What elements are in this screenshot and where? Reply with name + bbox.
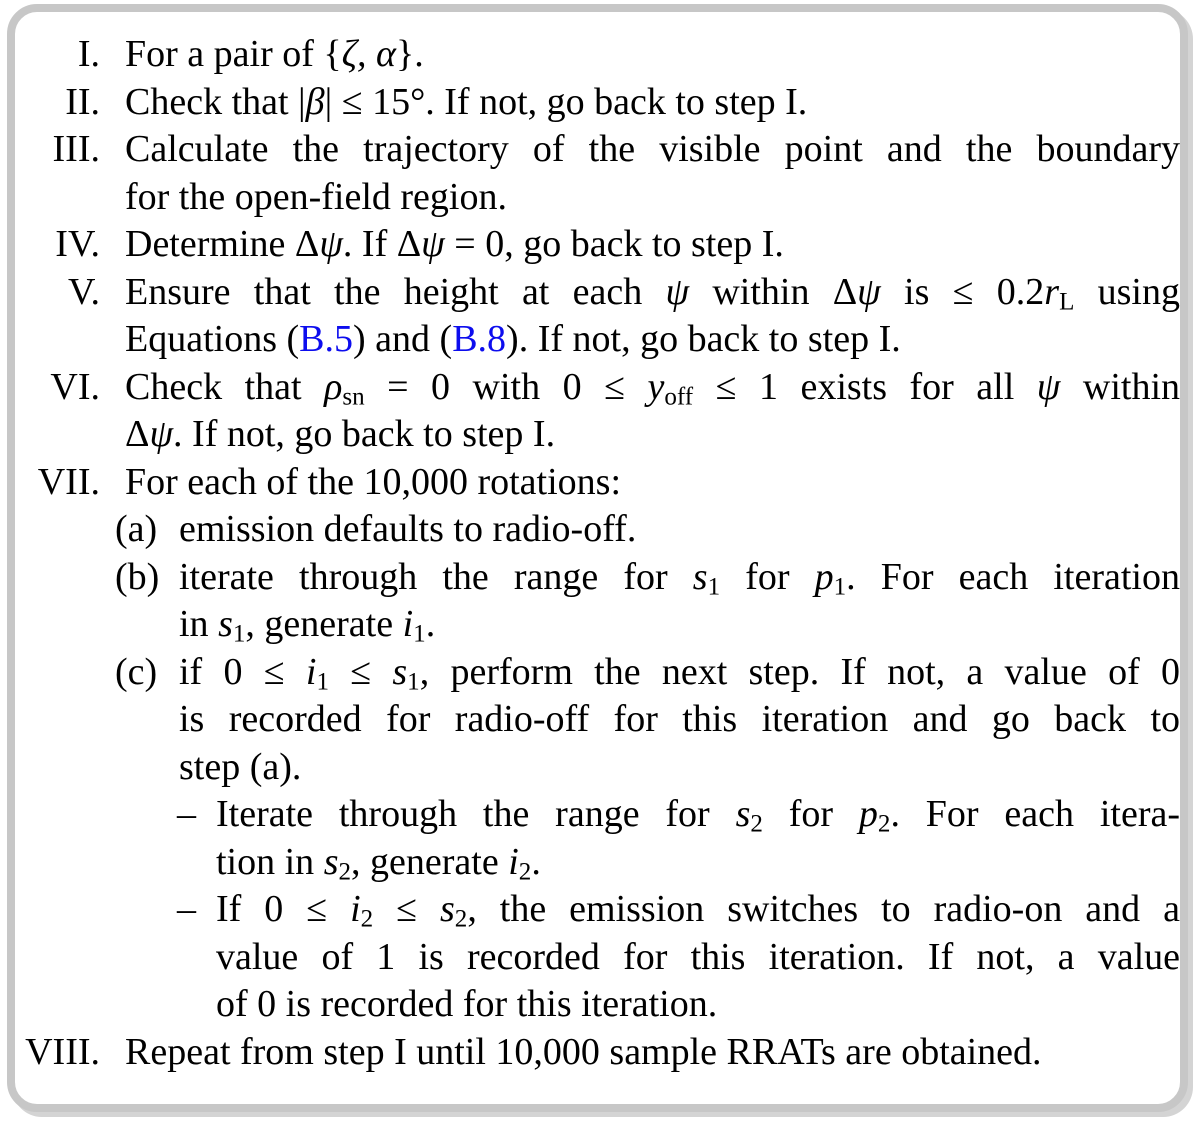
- text-run: ψ: [421, 223, 445, 265]
- text-run: β: [305, 80, 325, 123]
- item-body: [125, 126, 1180, 221]
- text-run: p: [858, 793, 878, 835]
- item-body: [179, 506, 1180, 554]
- text-run: within Δ: [689, 270, 858, 313]
- text-run: ψ: [665, 270, 690, 313]
- text-line: [216, 839, 1180, 887]
- text-run: sn: [342, 383, 365, 411]
- list-item-VII: [15, 459, 1180, 1029]
- text-run: off: [664, 383, 694, 411]
- text-run: .: [531, 840, 541, 883]
- text-line: [125, 174, 1180, 222]
- list-item-IV: [15, 221, 1180, 269]
- text-run: for the open-field region.: [125, 175, 507, 218]
- dash-item-1: [179, 791, 1180, 886]
- item-label: (c): [115, 650, 158, 693]
- text-run: 2: [360, 905, 374, 933]
- text-line: [125, 269, 1180, 317]
- text-run: of 0 is recorded for this iteration.: [216, 983, 718, 1025]
- text-run: if 0 ≤: [179, 650, 306, 693]
- list-item-a: [115, 506, 1180, 554]
- text-run: for: [762, 793, 859, 835]
- text-run: If 0 ≤: [216, 888, 351, 930]
- text-run: ≤ 1 exists for all: [693, 365, 1037, 408]
- text-run: Iterate through the range for: [216, 793, 736, 835]
- text-line: [125, 364, 1180, 412]
- text-run: 1: [707, 573, 721, 601]
- text-line: [179, 554, 1180, 602]
- steps-list: [15, 31, 1180, 1076]
- text-run: = 0, go back to step I.: [444, 223, 784, 265]
- text-run: Δ: [125, 413, 150, 455]
- text-line: [125, 126, 1180, 174]
- text-run: 1: [316, 668, 329, 696]
- item-label: VII.: [37, 460, 100, 503]
- reference-link-B8[interactable]: B.8: [452, 318, 507, 360]
- item-body: [179, 649, 1180, 1029]
- text-run: | ≤ 15°. If not, go back to step I.: [324, 80, 808, 123]
- text-run: . For each itera-: [890, 793, 1181, 835]
- text-run: ). If not, go back to step I.: [506, 318, 901, 360]
- text-run: s: [218, 603, 233, 645]
- item-label: III.: [52, 128, 100, 170]
- text-run: , the emission switches to radio-on and a: [467, 888, 1180, 930]
- text-run: s: [735, 793, 751, 835]
- list-item-III: [15, 126, 1180, 221]
- text-run: 2: [877, 810, 891, 838]
- text-run: step (a).: [179, 745, 302, 788]
- text-run: ψ: [319, 223, 343, 265]
- item-label: I.: [77, 33, 100, 75]
- item-body: [125, 79, 1180, 127]
- text-run: y: [647, 365, 665, 408]
- text-run: r: [1044, 270, 1060, 313]
- text-line: [179, 696, 1180, 744]
- item-body: [125, 1029, 1180, 1077]
- text-run: 1: [232, 620, 246, 648]
- text-line: [179, 744, 1180, 792]
- text-run: i: [305, 650, 317, 693]
- text-run: ψ: [857, 270, 881, 313]
- item-body: [125, 269, 1180, 364]
- text-run: tion in: [216, 840, 324, 883]
- text-run: , generate: [245, 603, 403, 645]
- list-item-VIII: [15, 1029, 1180, 1077]
- text-run: 1: [833, 573, 847, 601]
- text-run: ≤: [373, 888, 440, 930]
- text-run: emission defaults to radio-off.: [179, 508, 637, 550]
- text-run: , generate: [351, 840, 509, 883]
- text-run: s: [392, 650, 408, 693]
- text-run: ≤: [328, 650, 393, 693]
- text-run: is ≤ 0.2: [880, 270, 1045, 313]
- dash-marker: –: [177, 793, 196, 835]
- item-body: [216, 791, 1180, 886]
- text-run: ψ: [149, 413, 174, 455]
- algorithm-box: [7, 4, 1188, 1112]
- text-run: .: [425, 603, 436, 645]
- text-run: Check that |: [125, 80, 306, 123]
- item-body: [179, 554, 1180, 649]
- item-label: VIII.: [25, 1030, 100, 1073]
- item-body: [216, 886, 1180, 1029]
- text-run: . If Δ: [342, 223, 422, 265]
- text-run: i: [350, 888, 361, 930]
- item-body: [125, 31, 1180, 79]
- text-run: Ensure that the height at each: [125, 270, 666, 313]
- text-line: [125, 411, 1180, 459]
- text-run: , perform the next step. If not, a value of 0: [419, 650, 1180, 693]
- list-item-II: [15, 79, 1180, 127]
- text-run: within: [1060, 365, 1181, 408]
- text-line: [125, 316, 1180, 364]
- item-label: (a): [115, 508, 158, 550]
- text-line: [125, 459, 1180, 507]
- item-label: IV.: [55, 223, 100, 265]
- text-run: is recorded for radio-off for this iteration and go back to: [179, 698, 1180, 740]
- text-run: s: [439, 888, 455, 930]
- text-run: L: [1059, 288, 1075, 316]
- text-run: 2: [454, 905, 468, 933]
- text-run: ζ, α: [341, 33, 396, 75]
- item-body: [115, 459, 1181, 1029]
- text-run: . If not, go back to step I.: [173, 413, 556, 455]
- item-label: II.: [65, 80, 100, 123]
- item-body: [125, 221, 1180, 269]
- text-run: 2: [750, 810, 763, 838]
- text-run: 2: [338, 858, 352, 886]
- dash-item-2: [179, 886, 1180, 1029]
- text-line: [125, 221, 1180, 269]
- text-run: for: [720, 555, 815, 598]
- text-run: s: [692, 555, 708, 598]
- item-label: V.: [67, 270, 100, 313]
- text-run: ψ: [1036, 365, 1061, 408]
- reference-link-B5[interactable]: B.5: [299, 318, 353, 360]
- text-line: [125, 31, 1180, 79]
- text-run: . For each iteration: [846, 555, 1180, 598]
- text-run: value of 1 is recorded for this iteration. If not, a value: [216, 935, 1180, 978]
- text-run: ) and (: [353, 318, 453, 360]
- list-item-c: [115, 649, 1181, 1029]
- dash-marker: –: [177, 888, 196, 930]
- text-line: [216, 791, 1180, 839]
- text-run: Determine Δ: [125, 223, 320, 265]
- text-run: Calculate the trajectory of the visible point and the boundary: [125, 128, 1180, 170]
- list-item-VI: [15, 364, 1180, 459]
- item-label: (b): [115, 555, 160, 598]
- text-run: }.: [395, 33, 424, 75]
- text-run: 1: [407, 668, 420, 696]
- text-run: 2: [518, 858, 532, 886]
- text-line: [179, 601, 1180, 649]
- text-line: [216, 981, 1180, 1029]
- text-run: For a pair of {: [125, 33, 342, 75]
- list-item-V: [15, 269, 1180, 364]
- text-run: p: [814, 555, 834, 598]
- text-run: 1: [413, 620, 426, 648]
- text-line: [216, 934, 1180, 982]
- text-line: [179, 649, 1180, 697]
- item-label: VI.: [50, 365, 100, 408]
- text-run: ρ: [324, 365, 343, 408]
- item-body: [125, 364, 1180, 459]
- text-run: using: [1074, 270, 1180, 313]
- text-run: = 0 with 0 ≤: [364, 365, 648, 408]
- text-run: s: [323, 840, 339, 883]
- text-run: i: [508, 840, 519, 883]
- list-item-b: [115, 554, 1180, 649]
- text-run: i: [402, 603, 414, 645]
- text-run: Repeat from step I until 10,000 sample RRATs are obtained.: [125, 1030, 1042, 1073]
- text-line: [125, 1029, 1180, 1077]
- text-run: Equations (: [125, 318, 300, 360]
- text-run: in: [179, 603, 219, 645]
- text-line: [216, 886, 1180, 934]
- text-run: For each of the 10,000 rotations:: [125, 460, 622, 503]
- list-item-I: [15, 31, 1180, 79]
- text-line: [125, 79, 1180, 127]
- text-line: [179, 506, 1180, 554]
- text-run: iterate through the range for: [179, 555, 693, 598]
- text-run: Check that: [125, 365, 325, 408]
